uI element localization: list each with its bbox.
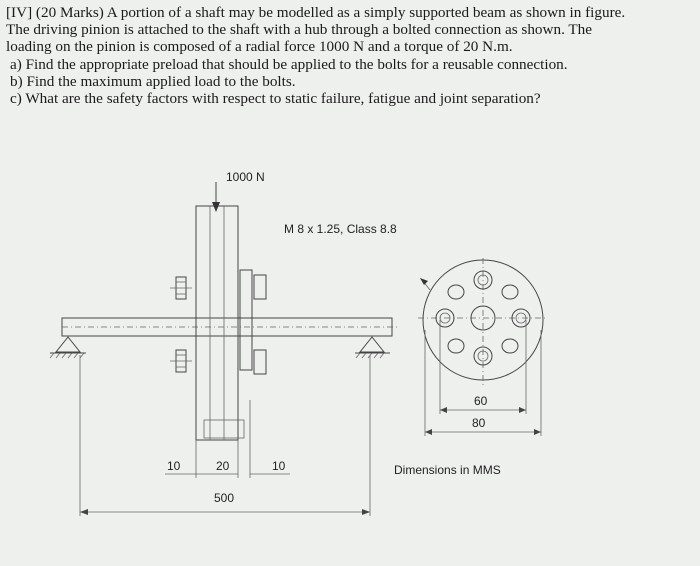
left-support <box>50 337 86 358</box>
right-support <box>355 337 390 358</box>
question-c: c) What are the safety factors with respect to static failure, fatigue and joint separation? <box>10 90 541 108</box>
dim-10-right: 10 <box>272 459 286 473</box>
pinion <box>196 206 252 440</box>
dim-20: 20 <box>216 459 230 473</box>
dim-10-left: 10 <box>167 459 181 473</box>
shaft-figure <box>0 150 700 566</box>
dim-500: 500 <box>214 491 235 505</box>
question-b: b) Find the maximum applied load to the bolts. <box>10 72 296 90</box>
shaft-drawing <box>0 150 700 566</box>
bolt-spec-label: M 8 x 1.25, Class 8.8 <box>284 222 397 236</box>
shaft <box>62 318 400 336</box>
problem-line-2: The driving pinion is attached to the shaft with a hub through a bolted connection as shown. The <box>6 21 593 39</box>
force-label: 1000 N <box>226 170 265 184</box>
problem-statement <box>6 4 696 107</box>
hub-end-view <box>418 258 548 436</box>
dim-60: 60 <box>474 394 488 408</box>
problem-line-1: [IV] (20 Marks) A portion of a shaft may be modelled as a simply supported beam as shown in figure. <box>6 4 626 21</box>
question-a: a) Find the appropriate preload that should be applied to the bolts for a reusable connection. <box>10 55 568 73</box>
problem-line-3: loading on the pinion is composed of a radial force 1000 N and a torque of 20 N.m. <box>6 38 513 56</box>
units-note: Dimensions in MMS <box>394 463 501 477</box>
force-arrow <box>212 182 220 212</box>
dim-80: 80 <box>472 416 486 430</box>
